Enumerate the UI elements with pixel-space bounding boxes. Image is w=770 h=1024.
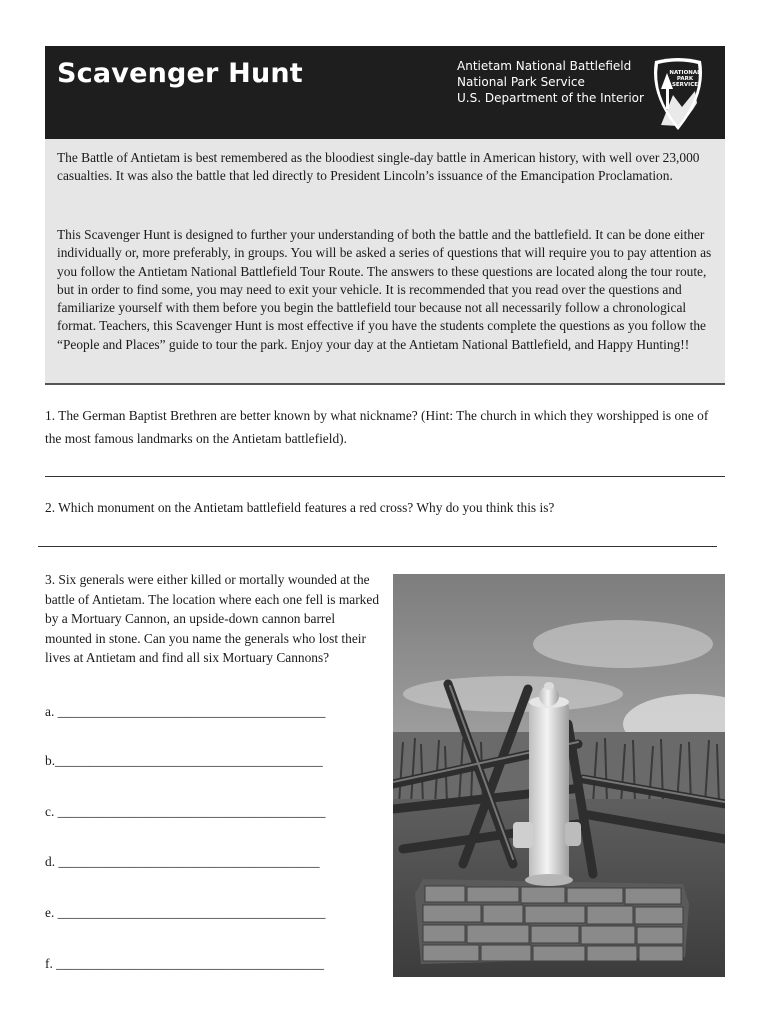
logo-text-national: NATIONAL xyxy=(669,70,701,76)
logo-text-service: SERVICE xyxy=(671,82,699,88)
question-3: 3. Six generals were either killed or mortally wounded at the battle of Antietam. The location where each one fell is marked by a Mortuary Cannon, an upside-down cannon barrel mounted in stone. Can you name the generals who lost their lives at Antietam and find all six Mortuary Cannons? xyxy=(45,572,380,665)
intro-paragraph-2: This Scavenger Hunt is designed to further your understanding of both the battle and the battlefield. It can be done either individually or, more preferably, in groups. You will be asked a series of questions that will require you to pay attention as you follow the Antietam National Battlefield Tour Route. The answers to these questions are located along the tour route, but in order to find some, you may need to exit your vehicle. It is recommended that you read over the questions and familiarize yourself with them before you begin the battlefield tour because not all necessarily follow a chronological format. Teachers, this Scavenger Hunt is most effective if you have the students complete the questions as you follow the “People and Places” guide to tour the park. Enjoy your day at the Antietam National Battlefield, and Happy Hunting!! xyxy=(57,227,712,352)
answer-e[interactable]: e. ________________________________________ xyxy=(45,905,326,920)
agency-line-service: National Park Service xyxy=(457,75,585,89)
intro-paragraph-1: The Battle of Antietam is best remembered as the bloodiest single-day battle in American history, with well over 23,000 casualties. It was also the battle that led directly to President Lincoln’s issuance of the Emancipation Proclamation. xyxy=(57,150,700,184)
answer-a[interactable]: a. ________________________________________ xyxy=(45,704,326,719)
agency-line-department: U.S. Department of the Interior xyxy=(457,91,644,105)
agency-block xyxy=(457,58,644,106)
answer-line-2[interactable] xyxy=(38,546,717,547)
question-2: 2. Which monument on the Antietam battlefield features a red cross? Why do you think this is? xyxy=(45,500,555,515)
answer-d[interactable]: d. _______________________________________ xyxy=(45,854,320,869)
mortuary-cannon-illustration xyxy=(393,574,725,977)
agency-line-park: Antietam National Battlefield xyxy=(457,59,632,73)
question-1: 1. The German Baptist Brethren are better known by what nickname? (Hint: The church in which they worshipped is one of the most famous landmarks on the Antietam battlefield). xyxy=(45,408,709,446)
header-banner xyxy=(45,46,725,139)
answer-c[interactable]: c. ________________________________________ xyxy=(45,804,326,819)
intro-box xyxy=(45,139,725,385)
page-title: Scavenger Hunt xyxy=(57,58,303,89)
nps-arrowhead-logo xyxy=(649,55,707,132)
logo-text-park: PARK xyxy=(676,76,694,82)
mortuary-cannon-photo xyxy=(393,574,725,977)
answer-b[interactable]: b.________________________________________ xyxy=(45,753,323,768)
answer-f[interactable]: f. ________________________________________ xyxy=(45,956,324,971)
answer-line-1[interactable] xyxy=(45,476,725,477)
